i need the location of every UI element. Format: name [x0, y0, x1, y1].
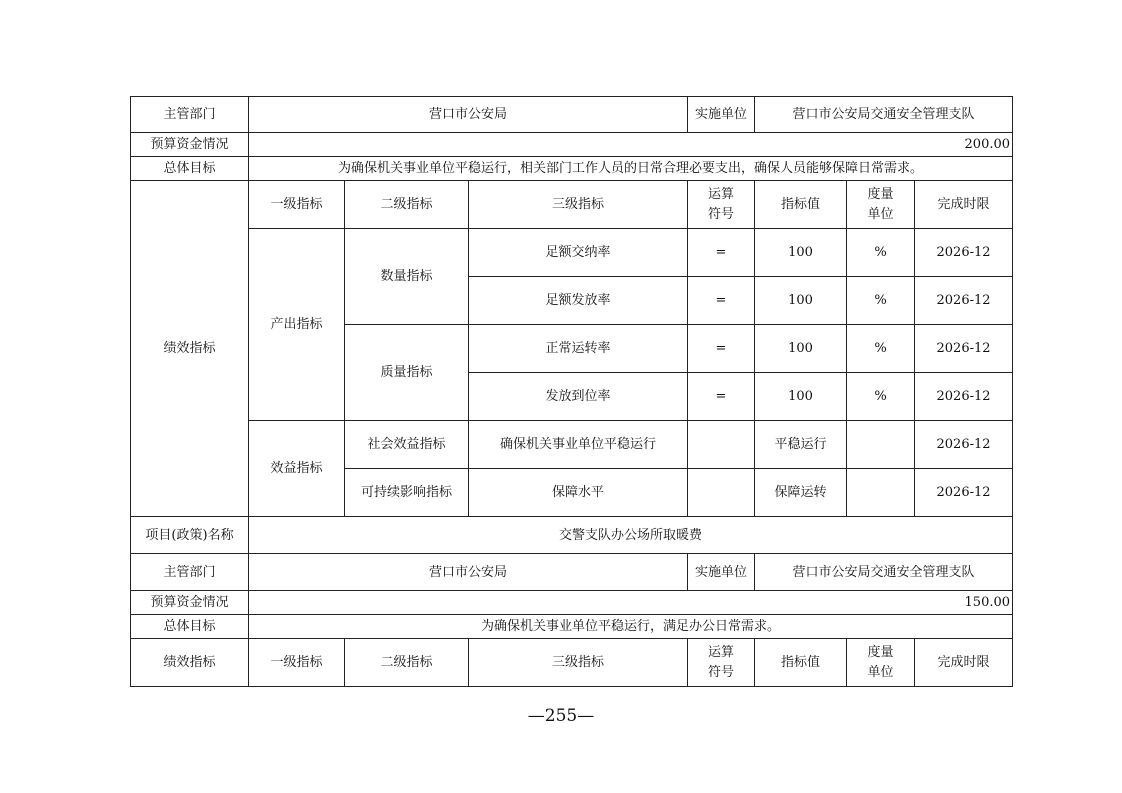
table-row: [131, 615, 1013, 639]
performance-table: [130, 96, 1013, 687]
page-number: —255—: [527, 706, 595, 726]
row-deadline: 2026-12: [915, 325, 1013, 373]
header-unit-line2: 单位: [867, 206, 894, 222]
table-row: [131, 97, 1013, 133]
row-value: 100: [755, 325, 847, 373]
header-value: 指标值: [755, 639, 847, 687]
goal-label: 总体目标: [131, 157, 249, 181]
table-row: [131, 517, 1013, 554]
row-name: 正常运转率: [469, 325, 688, 373]
header-deadline: 完成时限: [915, 181, 1013, 229]
row-name: 确保机关事业单位平稳运行: [469, 421, 688, 469]
header-operator-line1: 运算: [707, 186, 734, 202]
impl-value: 营口市公安局交通安全管理支队: [755, 554, 1013, 591]
row-value: 平稳运行: [755, 421, 847, 469]
table-row: [131, 639, 1013, 687]
row-op: [688, 421, 755, 469]
row-name: 保障水平: [469, 469, 688, 517]
row-value: 保障运转: [755, 469, 847, 517]
row-name: 足额交纳率: [469, 229, 688, 277]
row-value: 100: [755, 277, 847, 325]
header-level2: 二级指标: [345, 181, 469, 229]
header-operator: [688, 639, 755, 687]
row-value: 100: [755, 229, 847, 277]
group-output: 产出指标: [249, 229, 345, 421]
header-unit: [847, 639, 915, 687]
table-row: [131, 133, 1013, 157]
project-value: 交警支队办公场所取暖费: [249, 517, 1013, 554]
header-operator-line2: 符号: [707, 206, 734, 222]
row-deadline: 2026-12: [915, 277, 1013, 325]
budget-label: 预算资金情况: [131, 133, 249, 157]
row-unit: %: [847, 277, 915, 325]
header-level2: 二级指标: [345, 639, 469, 687]
perf-label: 绩效指标: [131, 639, 249, 687]
row-unit: [847, 469, 915, 517]
header-level1: 一级指标: [249, 181, 345, 229]
impl-label: 实施单位: [688, 554, 755, 591]
budget-label: 预算资金情况: [131, 591, 249, 615]
row-op: =: [688, 373, 755, 421]
header-level3: 三级指标: [469, 639, 688, 687]
budget-value: 150.00: [249, 591, 1013, 615]
header-unit: [847, 181, 915, 229]
impl-label: 实施单位: [688, 97, 755, 133]
table-row: [131, 591, 1013, 615]
dept-value: 营口市公安局: [249, 554, 688, 591]
header-level3: 三级指标: [469, 181, 688, 229]
row-level2: 可持续影响指标: [345, 469, 469, 517]
row-op: [688, 469, 755, 517]
row-unit: [847, 421, 915, 469]
table-row: [131, 554, 1013, 591]
row-deadline: 2026-12: [915, 229, 1013, 277]
row-op: =: [688, 229, 755, 277]
group-quality: 质量指标: [345, 325, 469, 421]
group-quantity: 数量指标: [345, 229, 469, 325]
table-row: [131, 229, 1013, 277]
budget-value: 200.00: [249, 133, 1013, 157]
row-op: =: [688, 325, 755, 373]
row-unit: %: [847, 325, 915, 373]
row-op: =: [688, 277, 755, 325]
row-name: 足额发放率: [469, 277, 688, 325]
dept-label: 主管部门: [131, 97, 249, 133]
goal-label: 总体目标: [131, 615, 249, 639]
row-deadline: 2026-12: [915, 469, 1013, 517]
row-unit: %: [847, 229, 915, 277]
header-unit-line1: 度量: [867, 186, 894, 202]
group-benefit: 效益指标: [249, 421, 345, 517]
header-operator-line2: 符号: [707, 664, 734, 680]
header-operator-line1: 运算: [707, 644, 734, 660]
table-row: [131, 421, 1013, 469]
header-operator: [688, 181, 755, 229]
header-deadline: 完成时限: [915, 639, 1013, 687]
row-level2: 社会效益指标: [345, 421, 469, 469]
perf-label: 绩效指标: [131, 181, 249, 517]
table-row: [131, 157, 1013, 181]
header-level1: 一级指标: [249, 639, 345, 687]
header-value: 指标值: [755, 181, 847, 229]
project-label: 项目(政策)名称: [131, 517, 249, 554]
goal-value: 为确保机关事业单位平稳运行，相关部门工作人员的日常合理必要支出，确保人员能够保障日常需求。: [249, 157, 1013, 181]
impl-value: 营口市公安局交通安全管理支队: [755, 97, 1013, 133]
row-value: 100: [755, 373, 847, 421]
header-unit-line2: 单位: [867, 664, 894, 680]
row-name: 发放到位率: [469, 373, 688, 421]
row-deadline: 2026-12: [915, 373, 1013, 421]
header-unit-line1: 度量: [867, 644, 894, 660]
row-unit: %: [847, 373, 915, 421]
goal-value: 为确保机关事业单位平稳运行，满足办公日常需求。: [249, 615, 1013, 639]
dept-label: 主管部门: [131, 554, 249, 591]
table-row: [131, 181, 1013, 229]
row-deadline: 2026-12: [915, 421, 1013, 469]
dept-value: 营口市公安局: [249, 97, 688, 133]
